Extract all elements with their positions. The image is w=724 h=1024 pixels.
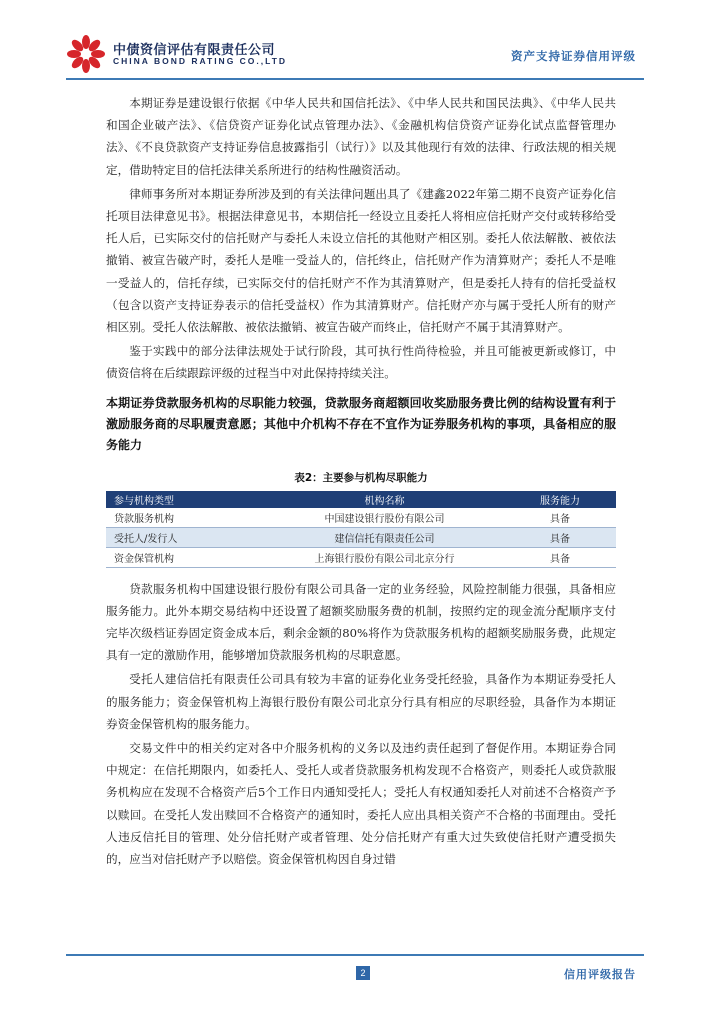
page-header xyxy=(0,0,724,78)
service-ability-table xyxy=(106,491,616,568)
paragraph-trustee: 受托人建信信托有限责任公司具有较为丰富的证券化业务受托经验，具备作为本期证券受托人的服务能力；资金保管机构上海银行股份有限公司北京分行具有相应的尽职经验，具备作为本期证券资金保管机构的服务能力。 xyxy=(106,672,616,731)
paragraph-legal-opinion: 律师事务所对本期证券所涉及到的有关法律问题出具了《建鑫2022年第二期不良资产证券化信托项目法律意见书》。根据法律意见书，本期信托一经设立且委托人将相应信托财产交付或转移给受托人后，已实际交付的信托财产与委托人未设立信托的其他财产相区别。委托人依法解散、被依法撤销、被宣告破产时，委托人是唯一受益人的，信托终止，信托财产作为清算财产；委托人不是唯一受益人的，信托存续，已实际交付的信托财产不作为其清算财产，但是委托人持有的信托受益权（包含以资产支持证券表示的信托受益权）作为其清算财产。信托财产亦与属于受托人所有的财产相区别。受托人依法解散、被依法撤销、被宣告破产而终止，信托财产不属于其清算财产。 xyxy=(106,186,616,335)
section-title: 资产支持证券信用评级 xyxy=(511,49,636,63)
table-header-row xyxy=(106,491,616,508)
paragraph-servicer: 贷款服务机构中国建设银行股份有限公司具备一定的业务经验，风险控制能力很强，具备相应服务能力。此外本期交易结构中还设置了超额奖励服务费的机制，按照约定的现金流分配顺序支付完毕次级档证券固定资金成本后，剩余金额的80%将作为贷款服务机构的超额奖励服务费，此规定具有一定的激励作用，能够增加贷款服务机构的尽职意愿。 xyxy=(106,581,616,663)
table-header-cell: 参与机构类型 xyxy=(106,491,265,508)
table-cell: 资金保管机构 xyxy=(106,547,265,567)
company-logo-icon xyxy=(66,34,106,74)
footer-divider xyxy=(66,954,644,956)
table-cell: 受托人/发行人 xyxy=(106,527,265,547)
report-name: 信用评级报告 xyxy=(564,968,636,981)
section-heading: 本期证券贷款服务机构的尽职能力较强，贷款服务商超额回收奖励服务费比例的结构设置有利于激励服务商的尽职履责意愿；其他中介机构不存在不宜作为证券服务机构的事项，具备相应的服务能力 xyxy=(106,395,616,452)
table-cell: 建信信托有限责任公司 xyxy=(265,527,504,547)
table-row xyxy=(106,527,616,547)
company-name-en: CHINA BOND RATING CO.,LTD xyxy=(113,56,288,66)
table-cell: 具备 xyxy=(504,527,616,547)
table-title: 表2：主要参与机构尽职能力 xyxy=(294,471,428,484)
table-cell: 贷款服务机构 xyxy=(106,508,265,528)
paragraph-obligations: 交易文件中的相关约定对各中介服务机构的义务以及违约责任起到了督促作用。本期证券合同中规定：在信托期限内，如委托人、受托人或者贷款服务机构发现不合格资产，则委托人或贷款服务机构应在发现不合格资产后5个工作日内通知受托人；受托人有权通知委托人对前述不合格资产予以赎回。在受托人发出赎回不合格资产的通知时，委托人应出具相关资产不合格的书面理由。受托人违反信托目的管理、处分信托财产或者管理、处分信托财产有重大过失致使信托财产遭受损失的，应当对信托财产予以赔偿。资金保管机构因自身过错 xyxy=(106,741,616,867)
table-cell: 具备 xyxy=(504,508,616,528)
table-row xyxy=(106,508,616,528)
document-body xyxy=(106,92,616,872)
table-cell: 具备 xyxy=(504,547,616,567)
table-row xyxy=(106,547,616,567)
table-cell: 上海银行股份有限公司北京分行 xyxy=(265,547,504,567)
table-header-cell: 机构名称 xyxy=(265,491,504,508)
paragraph-regulation-note: 鉴于实践中的部分法律法规处于试行阶段，其可执行性尚待检验，并且可能被更新或修订，中债资信将在后续跟踪评级的过程当中对此保持持续关注。 xyxy=(106,344,616,381)
paragraph-legal-basis: 本期证券是建设银行依据《中华人民共和国信托法》、《中华人民共和国民法典》、《中华人民共和国企业破产法》、《信贷资产证券化试点管理办法》、《金融机构信贷资产证券化试点监督管理办法》、《不良贷款资产支持证券信息披露指引（试行）》以及其他现行有效的法律、行政法规的相关规定，借助特定目的信托法律关系所进行的结构性融资活动。 xyxy=(106,96,616,177)
company-name-cn: 中债资信评估有限责任公司 xyxy=(113,43,276,58)
table-cell: 中国建设银行股份有限公司 xyxy=(265,508,504,528)
page-number: 2 xyxy=(356,966,370,980)
table-header-cell: 服务能力 xyxy=(504,491,616,508)
header-divider xyxy=(66,78,644,80)
